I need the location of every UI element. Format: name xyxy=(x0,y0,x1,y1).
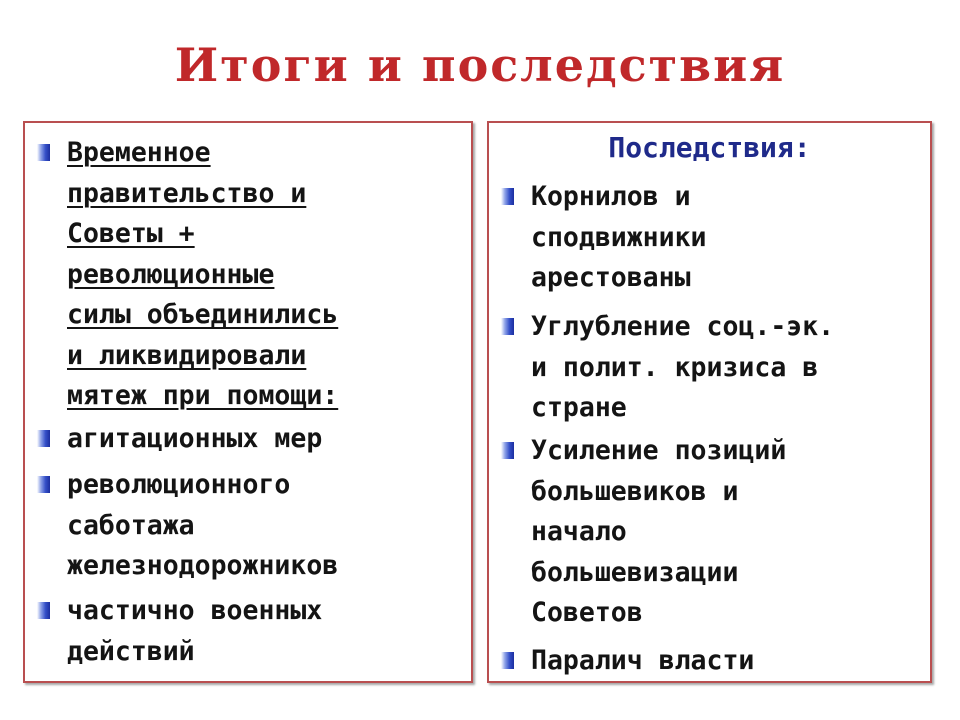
item-line: Углубление соц.-эк. xyxy=(531,311,835,342)
item-line: агитационных мер xyxy=(67,423,323,454)
bullet-icon xyxy=(501,188,514,205)
intro-line: мятеж при помощи: xyxy=(67,380,339,411)
item-line: саботажа xyxy=(67,509,195,541)
bullet-icon xyxy=(37,476,50,493)
bullet-icon xyxy=(501,318,514,335)
item-line: большевиков и xyxy=(531,475,739,507)
item-line: Корнилов и xyxy=(531,181,691,212)
item-line: и полит. кризиса в xyxy=(531,351,819,383)
bullet-icon xyxy=(501,442,514,459)
item-line: большевизации xyxy=(531,556,739,588)
item-line: Усиление позиций xyxy=(531,435,787,466)
bullet-icon xyxy=(37,602,50,619)
item-line: железнодорожников xyxy=(67,550,339,581)
intro-line: правительство и xyxy=(67,177,307,209)
intro-line: Временное xyxy=(67,137,211,168)
item-line: сподвижники xyxy=(531,221,707,253)
slide-title: Итоги и последствия xyxy=(174,38,786,92)
item-line: начало xyxy=(531,516,627,547)
bullet-icon xyxy=(37,430,50,447)
consequences-heading: Последствия: xyxy=(608,131,811,164)
right-panel xyxy=(487,121,932,683)
intro-line: и ликвидировали xyxy=(67,339,307,371)
bullet-icon xyxy=(501,652,514,669)
item-line: частично военных xyxy=(67,595,323,626)
item-line: Паралич власти xyxy=(531,645,755,676)
bullet-icon xyxy=(37,144,50,161)
intro-line: революционные xyxy=(67,258,275,290)
item-line: Советов xyxy=(531,597,643,628)
item-line: действий xyxy=(67,635,195,667)
item-line: стране xyxy=(531,392,627,423)
left-panel xyxy=(23,121,473,683)
item-line: арестованы xyxy=(531,262,691,293)
intro-line: Советы + xyxy=(67,218,195,249)
intro-line: силы объединились xyxy=(67,299,339,330)
item-line: революционного xyxy=(67,469,291,500)
